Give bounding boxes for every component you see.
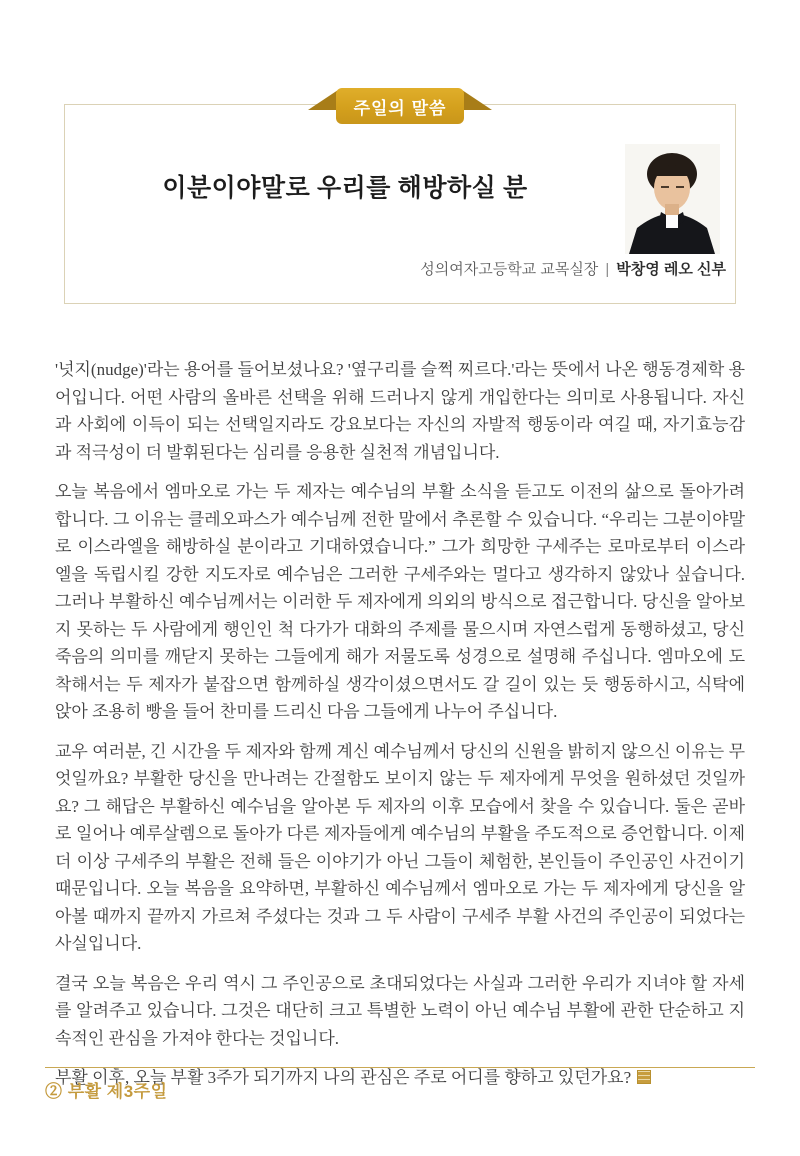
author-line (420, 258, 726, 279)
footer-page-label: ② 부활 제3주일 (45, 1082, 168, 1101)
author-name: 박창영 레오 신부 (616, 261, 726, 278)
page-title: 이분이야말로 우리를 해방하실 분 (162, 175, 528, 202)
author-separator: | (605, 261, 610, 278)
article-paragraph: '넛지(nudge)'라는 용어를 들어보셨나요? '옆구리를 슬쩍 찌르다.'라는 뜻에서 나온 행동경제학 용어입니다. 어떤 사람의 올바른 선택을 위해 드러나지 않게 개입한다는 의미로 사용됩니다. 자신과 사회에 이득이 되는 선택일지라도 강요보다는 자신의 자발적 행동이라 여길 때, 자기효능감과 적극성이 더 발휘된다는 심리를 응용한 실천적 개념입니다. (55, 360, 745, 462)
author-role: 성의여자고등학교 교목실장 (420, 261, 599, 278)
end-seal-icon (637, 1070, 651, 1084)
closing-question: 부활 이후, 오늘 부활 3주가 되기까지 나의 관심은 주로 어디를 향하고 있던가요? (55, 1068, 632, 1087)
ribbon-fold-right (462, 90, 492, 110)
article-paragraph: 교우 여러분, 긴 시간을 두 제자와 함께 계신 예수님께서 당신의 신원을 밝히지 않으신 이유는 무엇일까요? 부활한 당신을 만나려는 간절함도 보이지 않는 두 제자에게 무엇을 원하셨던 것일까요? 그 해답은 부활하신 예수님을 알아본 두 제자의 이후 모습에서 찾을 수 있습니다. 둘은 곧바로 일어나 예루살렘으로 돌아가 다른 제자들에게 예수님의 부활을 주도적으로 증언합니다. 이제 더 이상 구세주의 부활은 전해 들은 이야기가 아닌 그들이 체험한, 본인들이 주인공인 사건이기 때문입니다. 오늘 복음을 요약하면, 부활하신 예수님께서 엠마오로 가는 두 제자에게 당신을 알아볼 때까지 끝까지 가르쳐 주셨다는 것과 그 두 사람이 구세주 부활 사건의 주인공이 되었다는 사실입니다. (55, 741, 745, 953)
priest-portrait-illustration (625, 144, 720, 254)
ribbon-fold-left (308, 90, 338, 110)
section-badge: 주일의 말씀 (336, 88, 464, 124)
article-body (55, 356, 745, 1104)
article-paragraph: 오늘 복음에서 엠마오로 가는 두 제자는 예수님의 부활 소식을 듣고도 이전의 삶으로 돌아가려 합니다. 그 이유는 클레오파스가 예수님께 전한 말에서 추론할 수 있습니다. “우리는 그분이야말로 이스라엘을 해방하실 분이라고 기대하였습니다.” 그가 희망한 구세주는 로마로부터 이스라엘을 독립시킬 강한 지도자로 예수님은 그러한 구세주와는 멀다고 생각하지 않았나 싶습니다. 그러나 부활하신 예수님께서는 이러한 두 제자에게 의외의 방식으로 접근합니다. 당신을 알아보지 못하는 두 사람에게 행인인 척 다가가 대화의 주제를 물으시며 자연스럽게 동행하셨고, 당신 죽음의 의미를 깨닫지 못하는 그들에게 해가 저물도록 성경으로 설명해 주십니다. 엠마오에 도착해서는 두 제자가 붙잡으면 함께하실 생각이셨으면서도 갈 길이 있는 듯 행동하시고, 식탁에 앉아 조용히 빵을 들어 찬미를 드리신 다음 그들에게 나누어 주십니다. (55, 482, 745, 721)
footer-divider (45, 1067, 755, 1068)
author-portrait (625, 144, 720, 254)
article-paragraph: 결국 오늘 복음은 우리 역시 그 주인공으로 초대되었다는 사실과 그러한 우리가 지녀야 할 자세를 알려주고 있습니다. 그것은 대단히 크고 특별한 노력이 아닌 예수님 부활에 관한 단순하고 지속적인 관심을 가져야 한다는 것입니다. (55, 973, 745, 1048)
